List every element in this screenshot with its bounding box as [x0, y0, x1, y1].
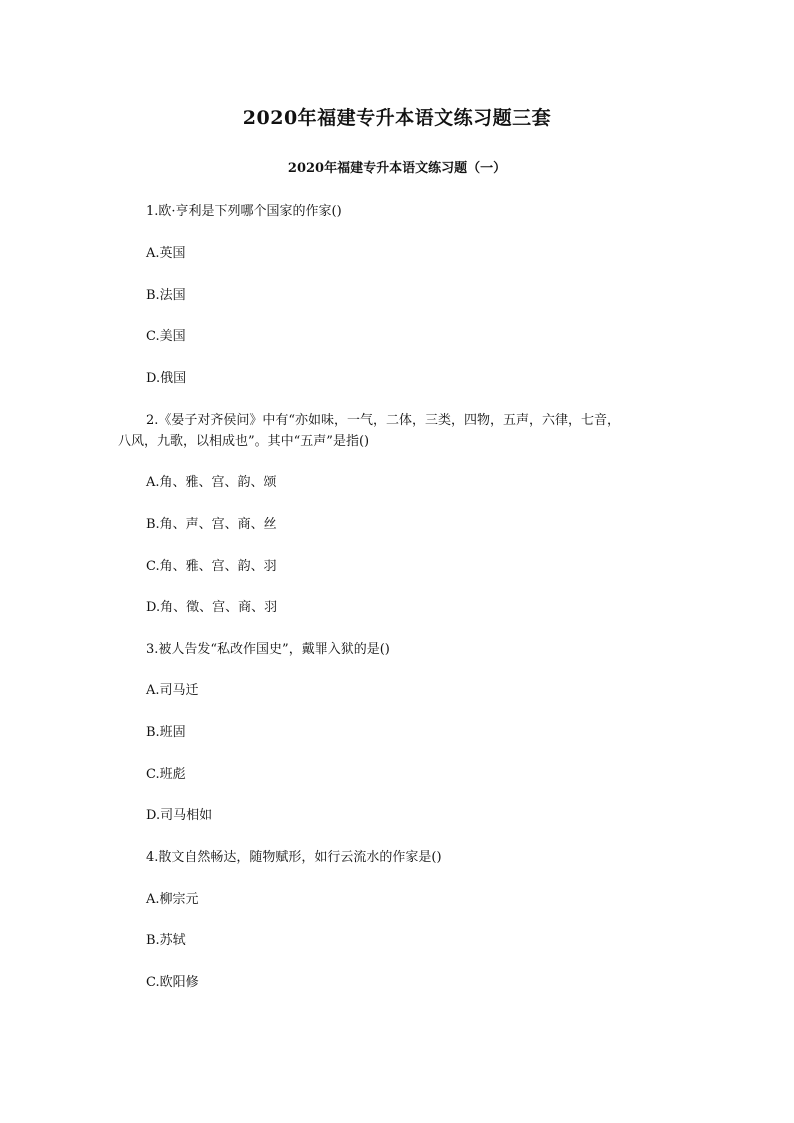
section-title: 2020年福建专升本语文练习题（一） — [287, 161, 507, 176]
question-4-stem: 4.散文自然畅达，随物赋形，如行云流水的作家是() — [146, 850, 442, 865]
question-3-option-b: B.班固 — [146, 725, 186, 740]
question-3-option-c: C.班彪 — [146, 767, 186, 782]
question-1-stem: 1.欧·亨利是下列哪个国家的作家() — [146, 204, 342, 219]
question-2-stem-line-2: 八风，九歌，以相成也”。其中“五声”是指() — [118, 434, 370, 449]
question-4-option-a: A.柳宗元 — [146, 892, 199, 907]
question-1-option-b: B.法国 — [146, 288, 186, 303]
question-2-option-d: D.角、徵、宫、商、羽 — [146, 600, 278, 615]
question-4-option-c: C.欧阳修 — [146, 975, 199, 990]
question-3-stem: 3.被人告发“私改作国史”，戴罪入狱的是() — [146, 642, 390, 657]
question-3-option-d: D.司马相如 — [146, 808, 213, 823]
question-1-option-a: A.英国 — [146, 246, 186, 261]
question-3-option-a: A.司马迁 — [146, 683, 199, 698]
question-1-option-d: D.俄国 — [146, 371, 187, 386]
question-2-option-c: C.角、雅、宫、韵、羽 — [146, 559, 277, 574]
document-title: 2020年福建专升本语文练习题三套 — [242, 107, 552, 129]
question-4-option-b: B.苏轼 — [146, 933, 186, 948]
question-2-option-b: B.角、声、宫、商、丝 — [146, 517, 277, 532]
question-1-option-c: C.美国 — [146, 329, 186, 344]
question-2-option-a: A.角、雅、宫、韵、颂 — [146, 475, 277, 490]
question-2-stem-line-1: 2.《晏子对齐侯问》中有“亦如味，一气，二体，三类，四物，五声，六律，七音， — [146, 413, 621, 428]
